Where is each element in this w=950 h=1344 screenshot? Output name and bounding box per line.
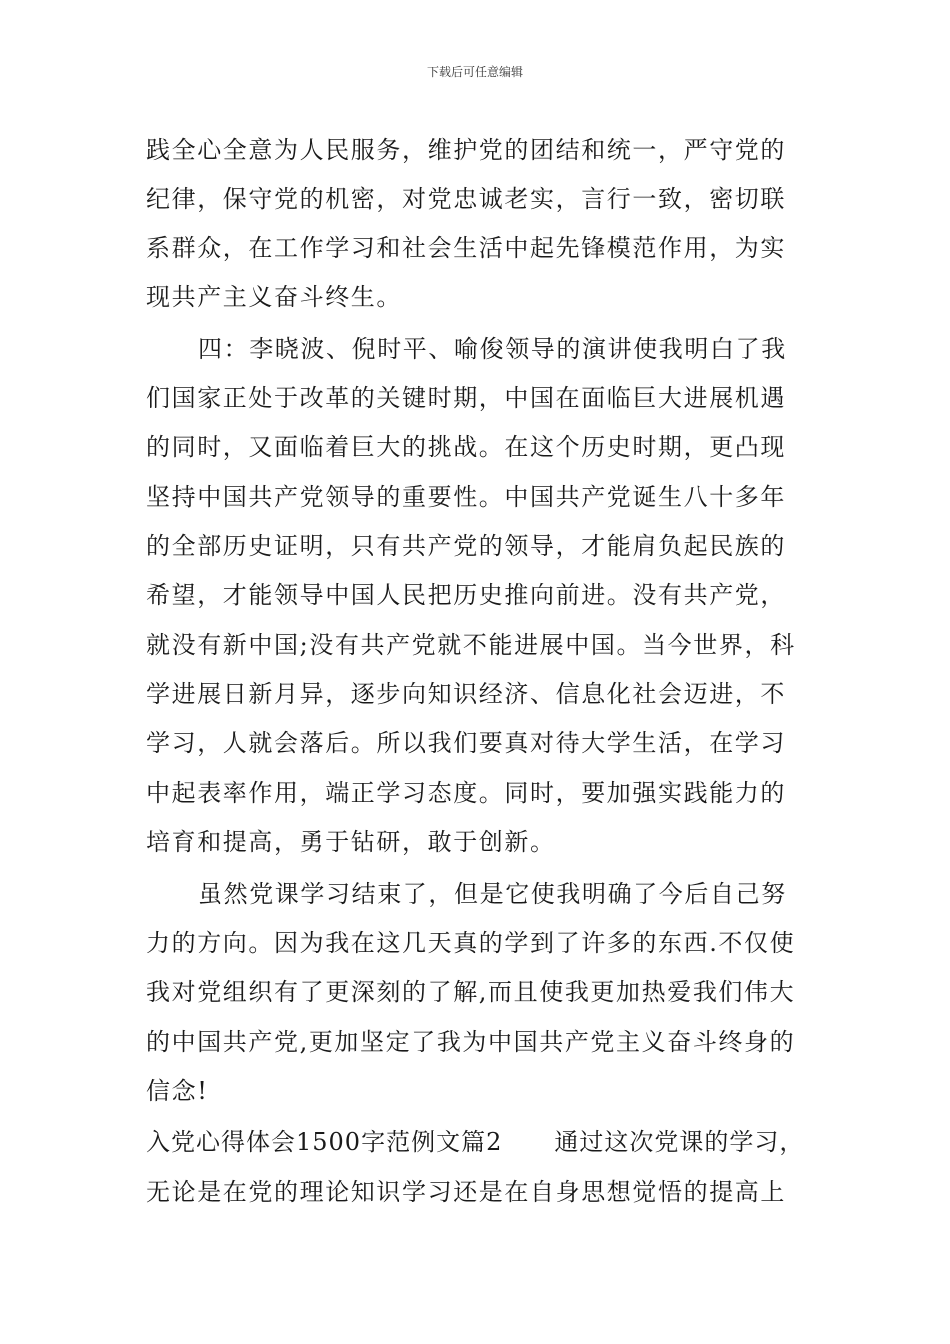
- text-line: 力的方向。因为我在这几天真的学到了许多的东西.不仅使: [146, 929, 796, 957]
- text-line: 培育和提高，勇于钻研，敢于创新。: [146, 828, 556, 856]
- text-line: 中起表率作用，端正学习态度。同时，要加强实践能力的: [146, 779, 786, 807]
- text-line: 无论是在党的理论知识学习还是在自身思想觉悟的提高上: [146, 1178, 786, 1206]
- paragraph-first-line: 四：李晓波、倪时平、喻俊领导的演讲使我明白了我: [198, 335, 787, 363]
- text-line: 就没有新中国;没有共产党就不能进展中国。当今世界，科: [146, 631, 796, 659]
- text-line: 学进展日新月异，逐步向知识经济、信息化社会迈进，不: [146, 680, 786, 708]
- paragraph-first-line: 虽然党课学习结束了，但是它使我明确了今后自己努: [198, 880, 787, 908]
- text-line: 践全心全意为人民服务，维护党的团结和统一，严守党的: [146, 136, 786, 164]
- text-line: 系群众，在工作学习和社会生活中起先锋模范作用，为实: [146, 234, 786, 262]
- text-line: 现共产主义奋斗终生。: [146, 283, 402, 311]
- section-title-line: [146, 1124, 846, 1160]
- text-line: 的同时，又面临着巨大的挑战。在这个历史时期，更凸现: [146, 433, 786, 461]
- text-line: 我对党组织有了更深刻的了解,而且使我更加热爱我们伟大: [146, 978, 796, 1006]
- text-line: 学习，人就会落后。所以我们要真对待大学生活，在学习: [146, 729, 786, 757]
- page-header: 下载后可任意编辑: [426, 65, 523, 79]
- text-line: 信念!: [146, 1077, 209, 1105]
- text-line: 坚持中国共产党领导的重要性。中国共产党诞生八十多年: [146, 483, 786, 511]
- text-line: 希望，才能领导中国人民把历史推向前进。没有共产党，: [146, 581, 786, 609]
- text-line: 的中国共产党,更加坚定了我为中国共产党主义奋斗终身的: [146, 1028, 796, 1056]
- text-line: 的全部历史证明，只有共产党的领导，才能肩负起民族的: [146, 532, 786, 560]
- text-line: 们国家正处于改革的关键时期，中国在面临巨大进展机遇: [146, 384, 786, 412]
- section-first-line: 通过这次党课的学习，: [554, 1128, 805, 1156]
- text-line: 纪律，保守党的机密，对党忠诚老实，言行一致，密切联: [146, 185, 786, 213]
- section-title: 入党心得体会1500字范例文篇2: [146, 1128, 503, 1156]
